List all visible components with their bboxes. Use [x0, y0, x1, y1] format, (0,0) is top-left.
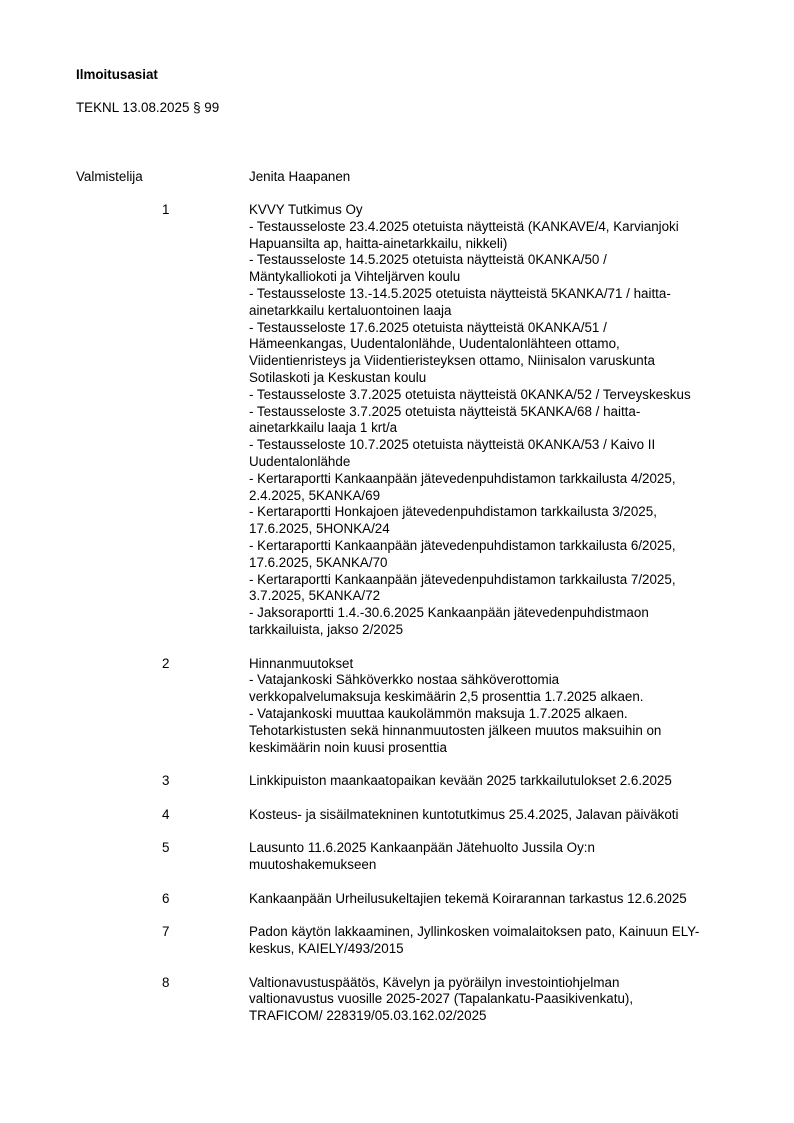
notice-item-line: Hinnanmuutokset — [249, 655, 354, 671]
notice-item-number: 4 — [162, 806, 170, 822]
notice-item-line: KVVY Tutkimus Oy — [249, 202, 363, 217]
document-title: Ilmoitusasiat — [76, 67, 158, 82]
notice-item-line: - Kertaraportti Kankaanpään jätevedenpuhdistamon tarkkailusta 6/2025, — [249, 537, 676, 553]
meeting-reference: TEKNL 13.08.2025 § 99 — [76, 100, 220, 115]
notice-item-line: Uudentalonlähde — [249, 453, 351, 469]
notice-item-line: - Kertaraportti Kankaanpään jätevedenpuhdistamon tarkkailusta 4/2025, — [249, 470, 676, 486]
notice-item-line: - Jaksoraportti 1.4.-30.6.2025 Kankaanpään jätevedenpuhdistmaon — [249, 605, 649, 621]
notice-item-line: Padon käytön lakkaaminen, Jyllinkosken voimalaitoksen pato, Kainuun ELY- — [249, 924, 700, 940]
notice-item-line: - Kertaraportti Kankaanpään jätevedenpuhdistamon tarkkailusta 7/2025, — [249, 571, 676, 587]
notice-item — [76, 656, 746, 757]
notice-item-line: TRAFICOM/ 228319/05.03.162.02/2025 — [249, 1008, 487, 1024]
notice-item-line: ainetarkkailu laaja 1 krt/a — [249, 420, 398, 436]
notice-item-number: 7 — [162, 924, 170, 940]
notice-item-line: - Testausseloste 10.7.2025 otetuista näytteistä 0KANKA/53 / Kaivo II — [249, 437, 656, 453]
notice-item-line: Kankaanpään Urheilusukeltajien tekemä Koirarannan tarkastus 12.6.2025 — [249, 890, 687, 906]
preparer-name: Jenita Haapanen — [249, 169, 351, 184]
notice-item-line: Valtionavustuspäätös, Kävelyn ja pyöräilyn investointiohjelman — [249, 974, 620, 990]
notice-item-line: - Vatajankoski muuttaa kaukolämmön maksuja 1.7.2025 alkaen. — [249, 705, 628, 721]
notice-item-line: - Testausseloste 14.5.2025 otetuista näytteistä 0KANKA/50 / — [249, 252, 607, 268]
notice-item-line: tarkkailuista, jakso 2/2025 — [249, 621, 404, 637]
notice-item-body — [249, 807, 746, 824]
notice-item-line: - Testausseloste 3.7.2025 otetuista näytteistä 0KANKA/52 / Terveyskeskus — [249, 386, 691, 402]
notice-list — [76, 202, 746, 1042]
notice-item-line: ainetarkkailu kertaluontoinen laaja — [249, 302, 452, 318]
notice-item-line: 2.4.2025, 5KANKA/69 — [249, 487, 381, 503]
notice-item-line: Lausunto 11.6.2025 Kankaanpään Jätehuolto Jussila Oy:n — [249, 840, 595, 856]
notice-item-number: 3 — [162, 773, 170, 789]
notice-item-line: Linkkipuiston maankaatopaikan kevään 2025 tarkkailutulokset 2.6.2025 — [249, 773, 672, 789]
notice-item — [76, 924, 746, 958]
notice-item-number: 6 — [162, 890, 170, 906]
notice-item-number: 5 — [162, 840, 170, 856]
notice-item-line: - Testausseloste 13.-14.5.2025 otetuista näytteistä 5KANKA/71 / haitta- — [249, 285, 671, 301]
notice-item-number: 8 — [162, 974, 170, 990]
notice-item-line: keskus, KAIELY/493/2015 — [249, 941, 404, 957]
notice-item-line: - Vatajankoski Sähköverkko nostaa sähköverottomia — [249, 672, 560, 688]
notice-item-line: muutoshakemukseen — [249, 857, 377, 873]
notice-item-body — [249, 202, 746, 639]
notice-item-line: verkkopalvelumaksuja keskimäärin 2,5 prosenttia 1.7.2025 alkaen. — [249, 689, 644, 705]
notice-item-line: - Testausseloste 23.4.2025 otetuista näytteistä (KANKAVE/4, Karvianjoki — [249, 218, 679, 234]
notice-item-body — [249, 924, 746, 958]
notice-item-line: Viidentienristeys ja Viidentieristeyksen ottamo, Niinisalon varuskunta — [249, 353, 655, 369]
notice-item-line: Tehotarkistusten sekä hinnanmuutosten jälkeen muutos maksuihin on — [249, 722, 662, 738]
notice-item-number: 1 — [162, 202, 170, 217]
notice-item-body — [249, 975, 746, 1025]
notice-item-line: Hämeenkangas, Uudentalonlähde, Uudentalonlähteen ottamo, — [249, 336, 620, 352]
notice-item-line: 17.6.2025, 5KANKA/70 — [249, 554, 388, 570]
notice-item-line: - Testausseloste 3.7.2025 otetuista näytteistä 5KANKA/68 / haitta- — [249, 403, 641, 419]
notice-item — [76, 891, 746, 908]
notice-item-line: Mäntykalliokoti ja Vihteljärven koulu — [249, 269, 461, 285]
notice-item — [76, 975, 746, 1025]
notice-item-line: Hapuansilta ap, haitta-ainetarkkailu, nikkeli) — [249, 235, 508, 251]
notice-item-line: 3.7.2025, 5KANKA/72 — [249, 588, 381, 604]
notice-item-line: Sotilaskoti ja Keskustan koulu — [249, 369, 427, 385]
notice-item-line: - Testausseloste 17.6.2025 otetuista näytteistä 0KANKA/51 / — [249, 319, 607, 335]
notice-item — [76, 840, 746, 874]
preparer-label: Valmistelija — [76, 169, 143, 184]
notice-item-body — [249, 891, 746, 908]
notice-item-line: 17.6.2025, 5HONKA/24 — [249, 521, 390, 537]
notice-item-body — [249, 840, 746, 874]
notice-item-body — [249, 656, 746, 757]
notice-item-line: valtionavustus vuosille 2025-2027 (Tapalankatu-Paasikivenkatu), — [249, 991, 634, 1007]
notice-item-line: - Kertaraportti Honkajoen jätevedenpuhdistamon tarkkailusta 3/2025, — [249, 504, 657, 520]
notice-item-line: keskimäärin noin kuusi prosenttia — [249, 739, 447, 755]
notice-item-body — [249, 773, 746, 790]
notice-item-number: 2 — [162, 655, 170, 671]
notice-item-line: Kosteus- ja sisäilmatekninen kuntotutkimus 25.4.2025, Jalavan päiväkoti — [249, 806, 679, 822]
notice-item — [76, 773, 746, 790]
notice-item — [76, 202, 746, 639]
notice-item — [76, 807, 746, 824]
